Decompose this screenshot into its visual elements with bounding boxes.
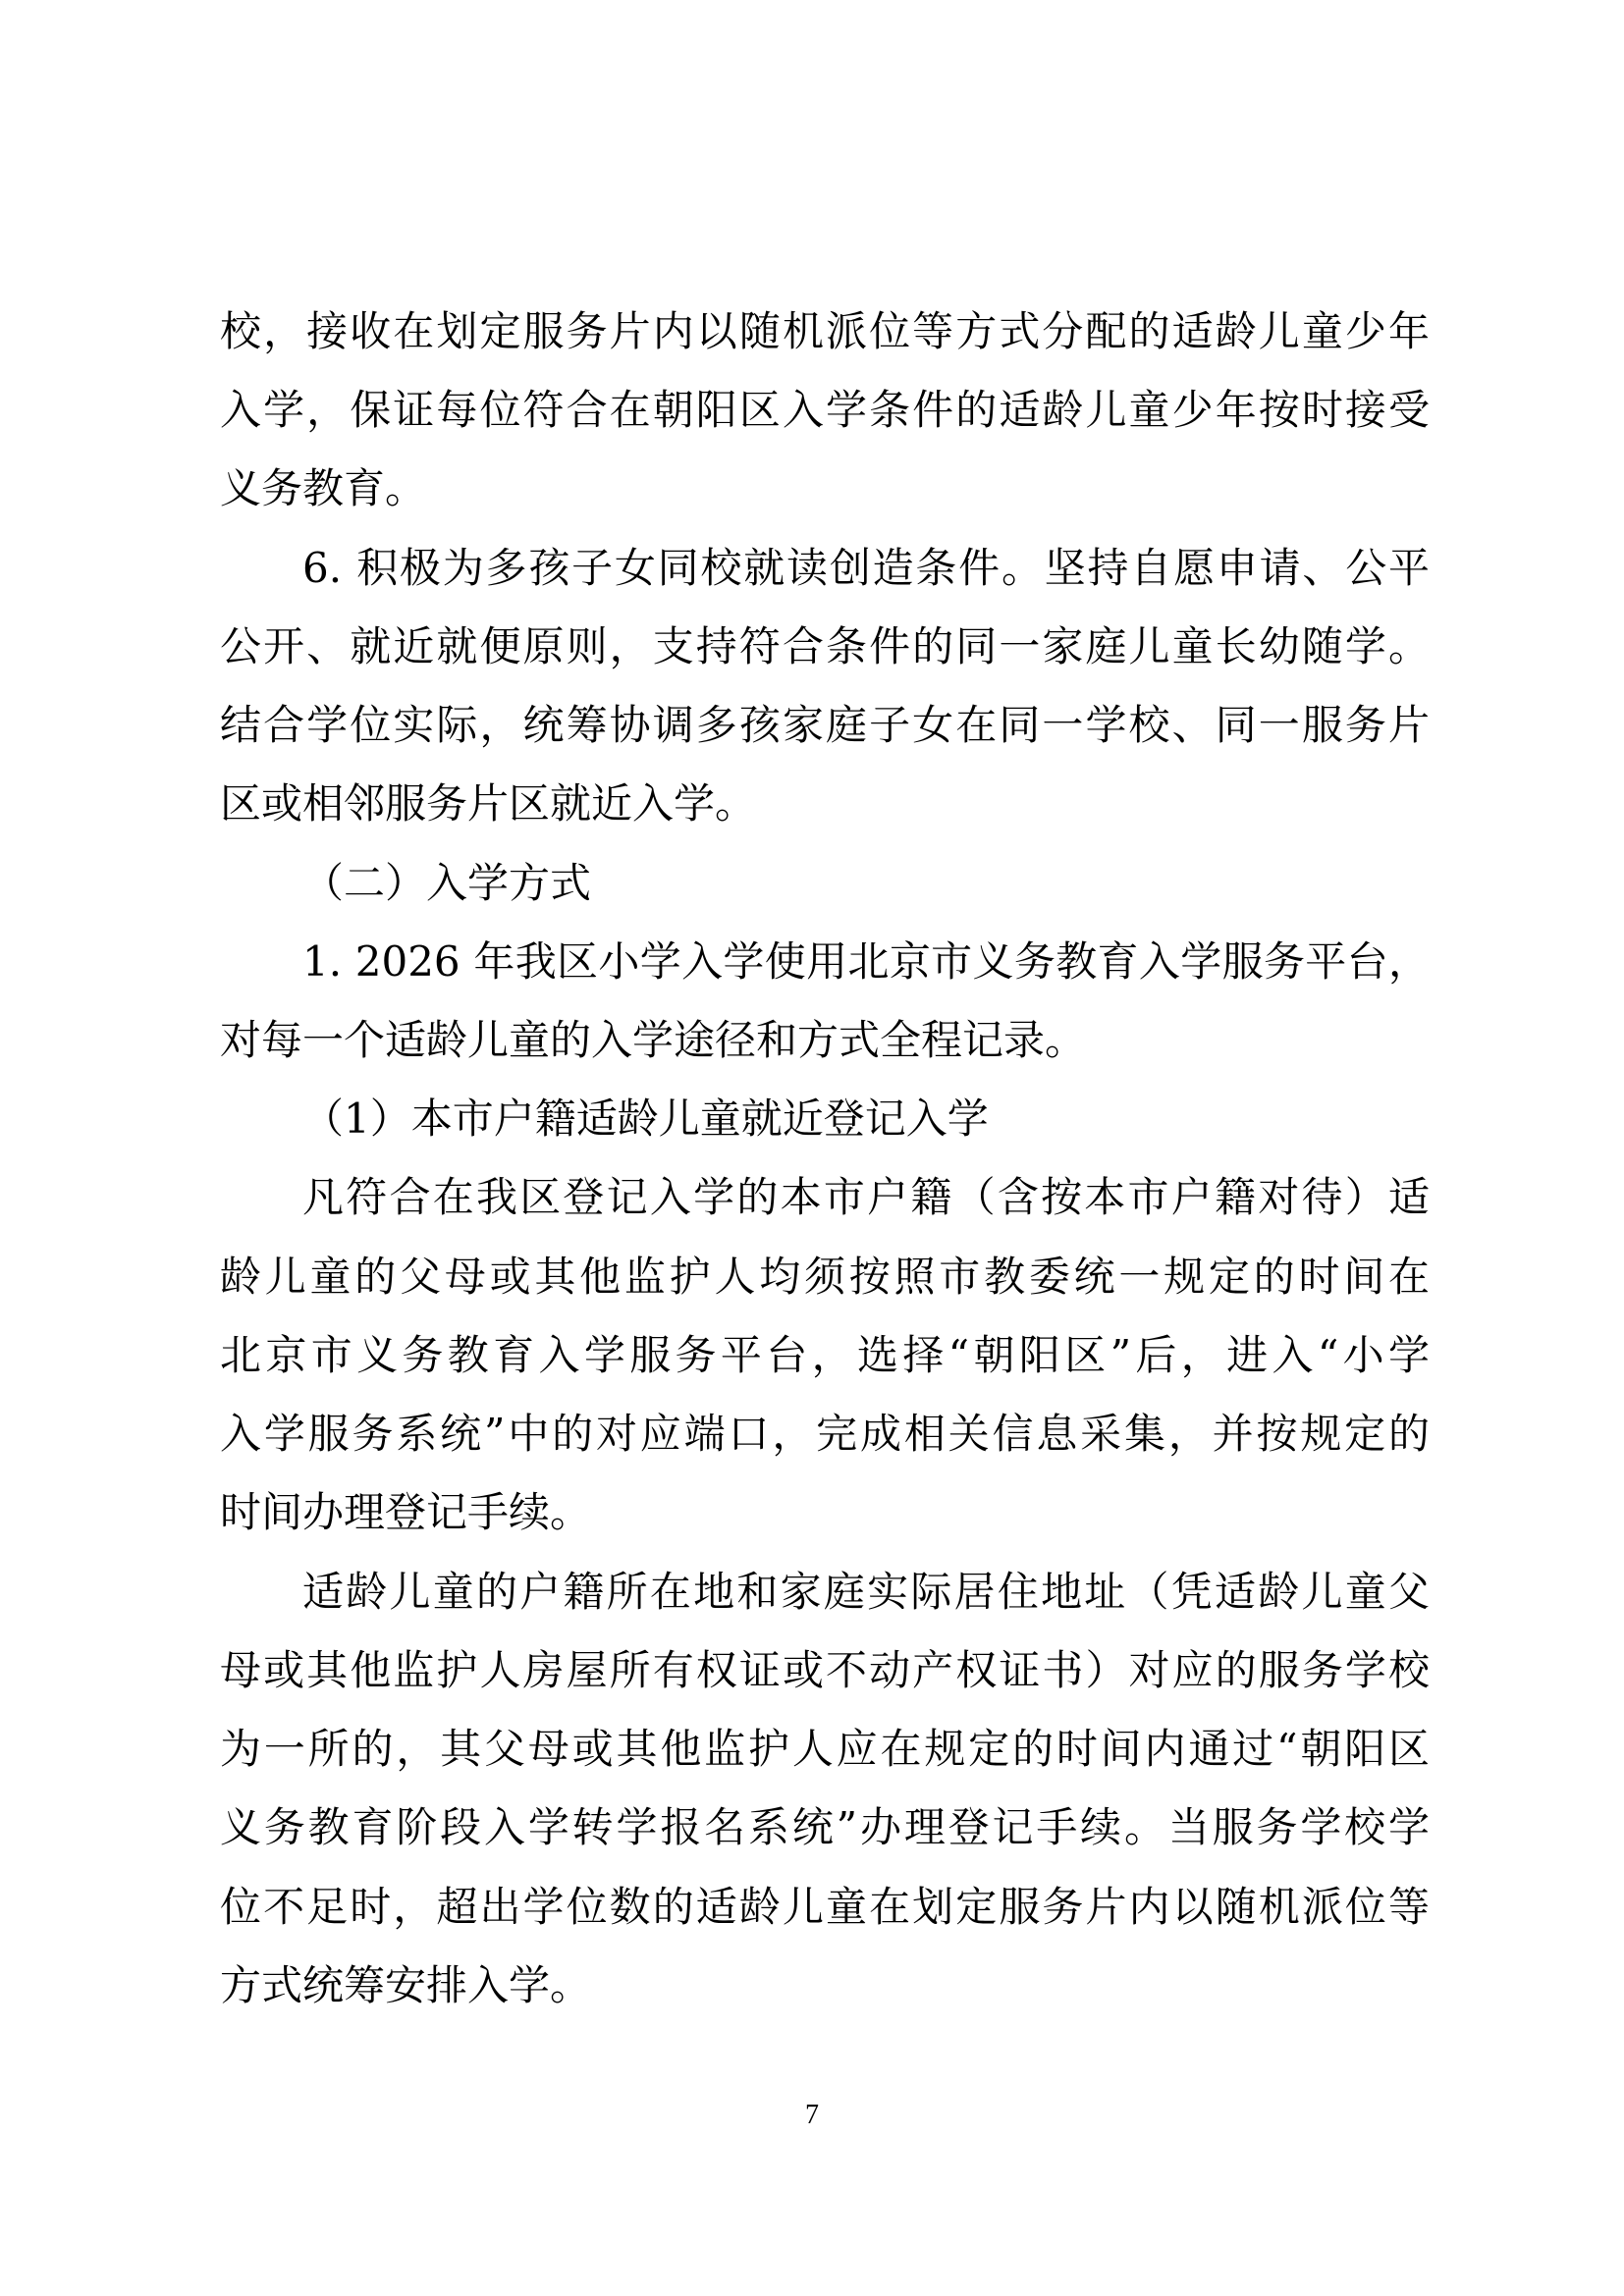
body-text-line: 母或其他监护人房屋所有权证或不动产权证书）对应的服务学校	[220, 1646, 1430, 1694]
body-text-line: 结合学位实际，统筹协调多孩家庭子女在同一学校、同一服务片	[220, 701, 1430, 749]
section-heading: （二）入学方式	[302, 859, 592, 907]
body-text-line: 入学服务系统”中的对应端口，完成相关信息采集，并按规定的	[220, 1410, 1430, 1458]
body-text-line: 时间办理登记手续。	[220, 1488, 592, 1536]
page-number: 7	[805, 2100, 819, 2130]
body-text-line: 义务教育。	[220, 464, 427, 512]
body-text-line: 龄儿童的父母或其他监护人均须按照市教委统一规定的时间在	[220, 1253, 1430, 1301]
body-text-line: 校，接收在划定服务片内以随机派位等方式分配的适龄儿童少年	[220, 307, 1430, 355]
paragraph-first-line: 1. 2026 年我区小学入学使用北京市义务教育入学服务平台，	[302, 937, 1430, 986]
body-text-line: 公开、就近就便原则，支持符合条件的同一家庭儿童长幼随学。	[220, 622, 1430, 670]
body-text-line: 入学，保证每位符合在朝阳区入学条件的适龄儿童少年按时接受	[220, 386, 1430, 434]
body-text-line: 位不足时，超出学位数的适龄儿童在划定服务片内以随机派位等	[220, 1883, 1430, 1931]
body-text-line: 为一所的，其父母或其他监护人应在规定的时间内通过“朝阳区	[220, 1725, 1430, 1773]
body-text-line: 区或相邻服务片区就近入学。	[220, 779, 757, 828]
body-text-line: 对每一个适龄儿童的入学途径和方式全程记录。	[220, 1016, 1087, 1064]
paragraph-first-line: 凡符合在我区登记入学的本市户籍（含按本市户籍对待）适	[302, 1173, 1430, 1221]
paragraph-first-line: 6. 积极为多孩子女同校就读创造条件。坚持自愿申请、公平	[302, 544, 1430, 592]
body-text-line: 方式统筹安排入学。	[220, 1961, 592, 2009]
paragraph-first-line: 适龄儿童的户籍所在地和家庭实际居住地址（凭适龄儿童父	[302, 1568, 1430, 1616]
body-text-line: 义务教育阶段入学转学报名系统”办理登记手续。当服务学校学	[220, 1803, 1430, 1851]
subsection-heading: （1）本市户籍适龄儿童就近登记入学	[302, 1095, 989, 1143]
body-text-line: 北京市义务教育入学服务平台，选择“朝阳区”后，进入“小学	[220, 1331, 1430, 1379]
